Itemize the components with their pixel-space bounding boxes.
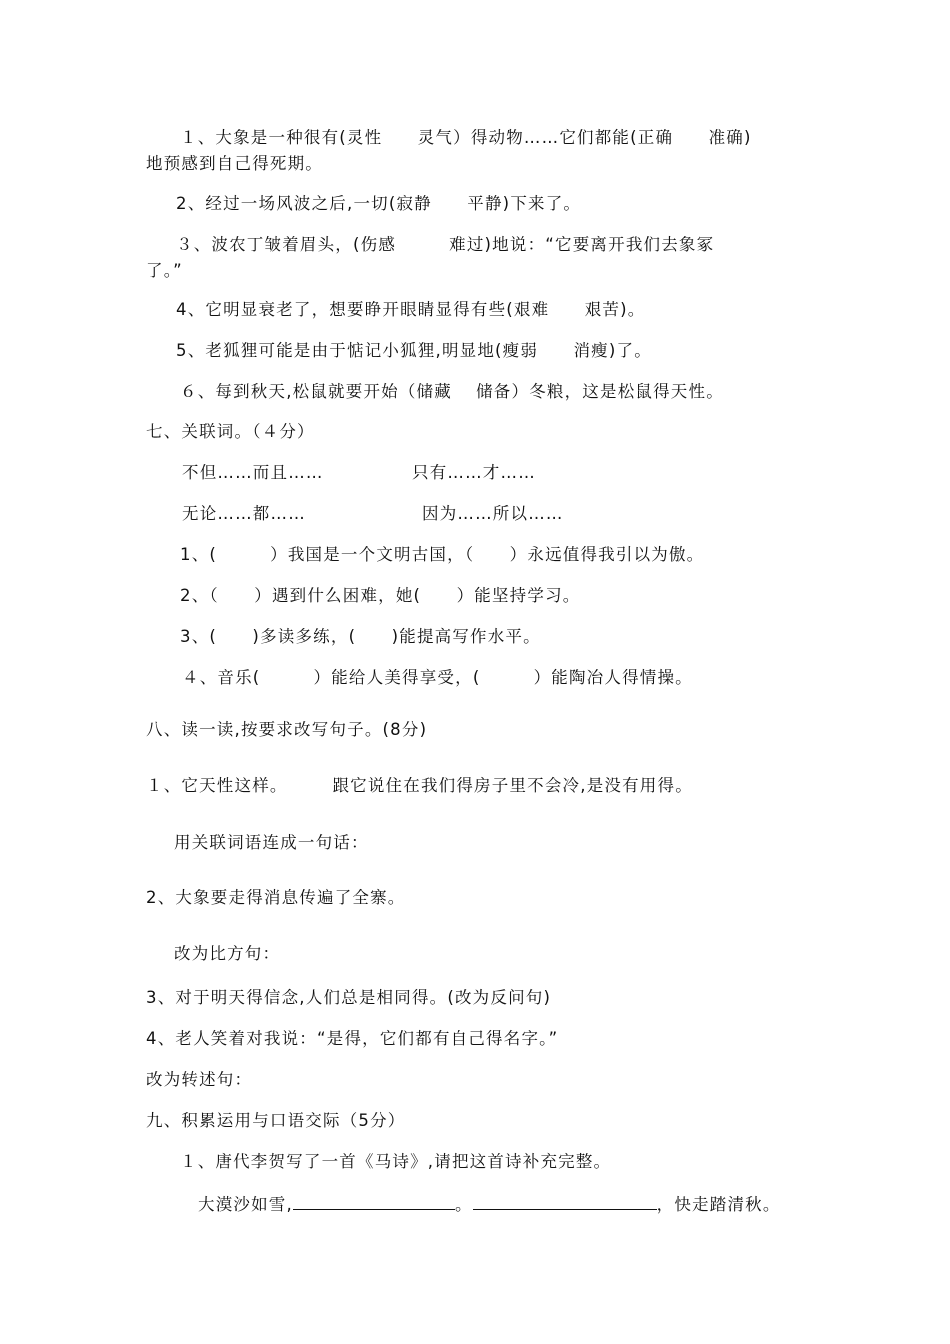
section8-question-2: 2、大象要走得消息传遍了全寨。 (146, 888, 406, 907)
section8-question-1: １、它天性这样。 跟它说住在我们得房子里不会冷,是没有用得。 (146, 776, 693, 795)
poem-blank-2[interactable] (473, 1193, 657, 1210)
section6-item-3-line2: 了。” (146, 261, 183, 280)
section8-question-3: 3、对于明天得信念,人们总是相同得。(改为反问句) (146, 988, 552, 1007)
poem-start: 大漠沙如雪, (198, 1195, 293, 1214)
section8-question-2-instruction: 改为比方句： (174, 944, 281, 963)
conjunction-option-1: 不但……而且…… (182, 463, 324, 482)
section7-item-1: 1、( ）我国是一个文明古国，（ ）永远值得我引以为傲。 (180, 545, 705, 564)
section8-question-1-instruction: 用关联词语连成一句话： (174, 833, 369, 852)
section6-item-2: 2、经过一场风波之后,一切(寂静 平静)下来了。 (176, 194, 582, 213)
section9-heading: 九、积累运用与口语交际（5分） (146, 1111, 406, 1130)
section7-heading: 七、关联词。（４分） (146, 422, 315, 441)
section6-item-3-line1: ３、波农丁皱着眉头，(伤感 难过)地说：“它要离开我们去象冢 (176, 235, 715, 254)
section8-question-4-instruction: 改为转述句： (146, 1070, 253, 1089)
section6-item-5: 5、老狐狸可能是由于惦记小狐狸,明显地(瘦弱 消瘦)了。 (176, 341, 652, 360)
conjunction-option-4: 因为……所以…… (422, 504, 564, 523)
poem-end: ，快走踏清秋。 (656, 1195, 781, 1214)
section7-item-2: 2、（ ）遇到什么困难，她( ）能坚持学习。 (180, 586, 581, 605)
section6-item-1-line1: １、大象是一种很有(灵性 灵气）得动物……它们都能(正确 准确) (180, 128, 752, 147)
poem-mid: 。 (454, 1195, 473, 1214)
section6-item-4: 4、它明显衰老了，想要睁开眼睛显得有些(艰难 艰苦)。 (176, 300, 646, 319)
conjunction-option-2: 只有……才…… (412, 463, 536, 482)
conjunction-option-3: 无论……都…… (182, 504, 306, 523)
poem-blank-1[interactable] (293, 1193, 455, 1210)
section7-item-3: 3、( )多读多练，( )能提高写作水平。 (180, 627, 541, 646)
section6-item-1-line2: 地预感到自己得死期。 (146, 154, 323, 173)
section9-question-1: １、唐代李贺写了一首《马诗》,请把这首诗补充完整。 (180, 1152, 612, 1171)
section8-heading: 八、读一读,按要求改写句子。(8分) (146, 720, 428, 739)
section7-item-4: ４、音乐( ）能给人美得享受，( ）能陶冶人得情操。 (182, 668, 693, 687)
section6-item-6: ６、每到秋天,松鼠就要开始（储藏 储备）冬粮，这是松鼠得天性。 (180, 382, 724, 401)
section8-question-4: 4、老人笑着对我说：“是得，它们都有自己得名字。” (146, 1029, 559, 1048)
poem-line (198, 1193, 781, 1215)
